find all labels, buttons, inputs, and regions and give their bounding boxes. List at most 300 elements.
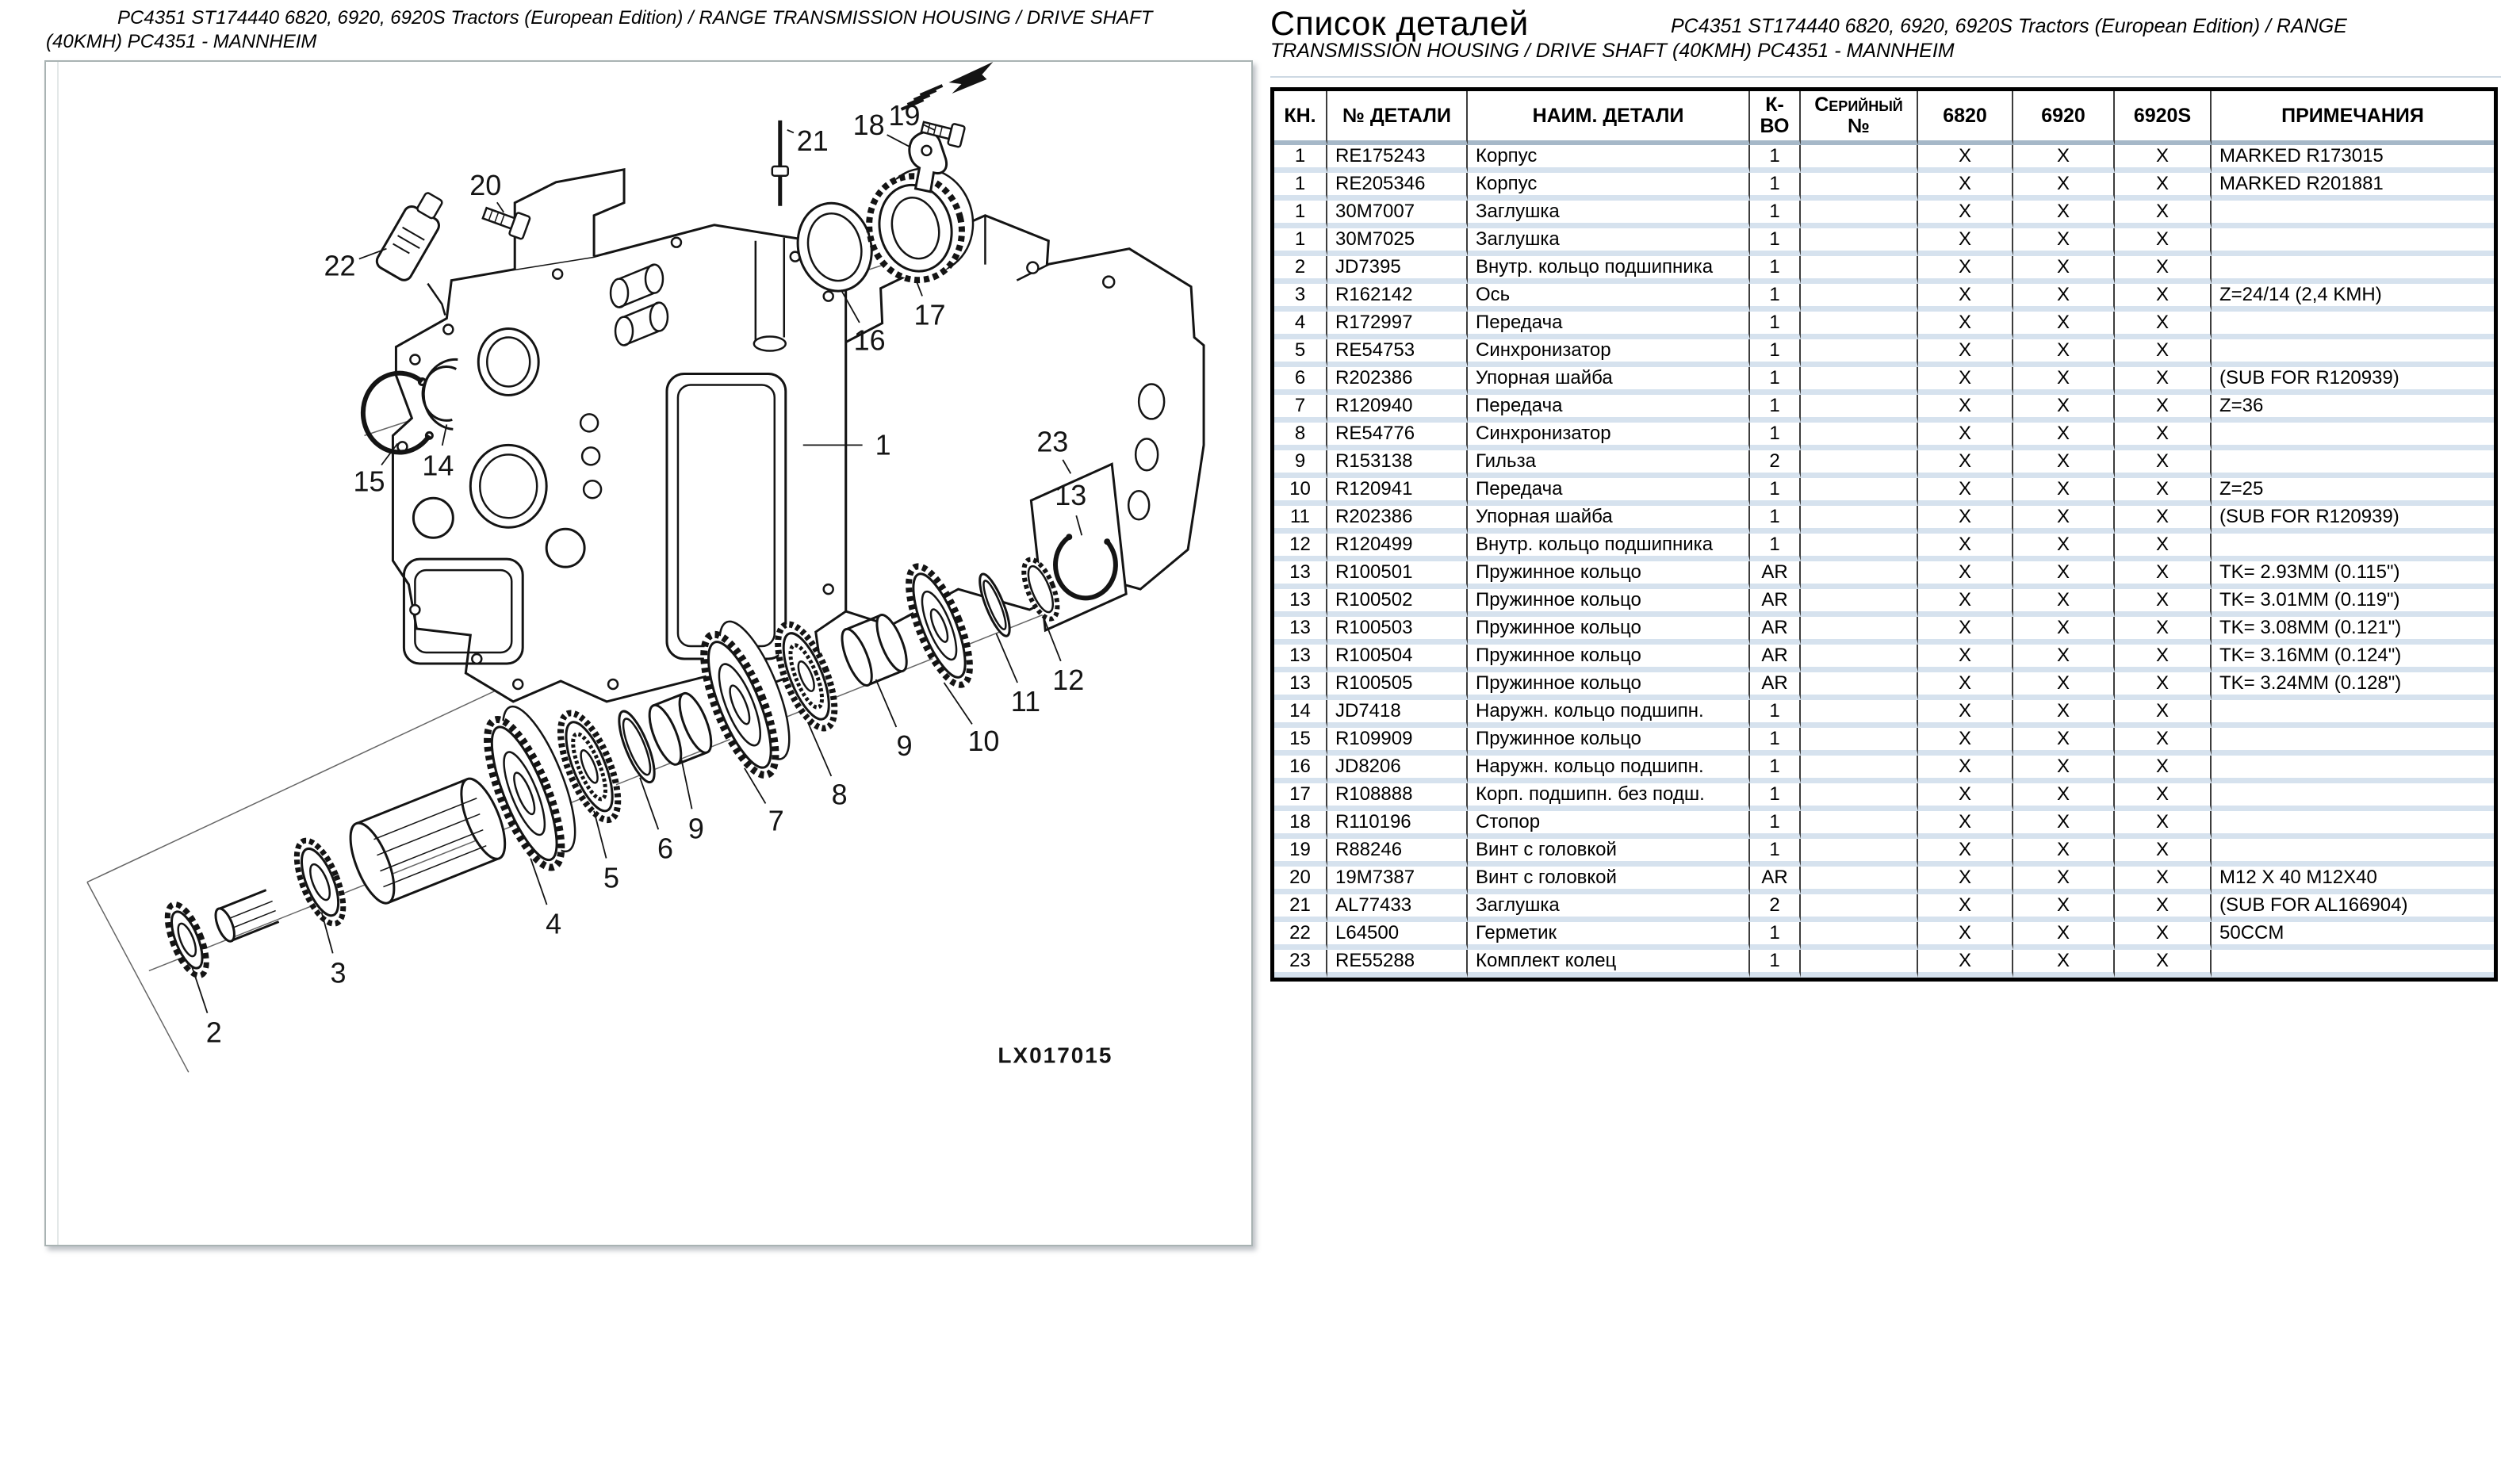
cell: X <box>2013 589 2115 617</box>
cell: X <box>2115 811 2212 839</box>
part-row[interactable] <box>1274 811 2494 839</box>
cell: 30M7007 <box>1327 201 1468 228</box>
figure-code: LX017015 <box>998 1043 1113 1068</box>
cell <box>1801 312 1918 339</box>
cell: R172997 <box>1327 312 1468 339</box>
cell: JD8206 <box>1327 756 1468 783</box>
cell: Комплект колец <box>1468 950 1750 978</box>
cell: X <box>2115 589 2212 617</box>
cell: 12 <box>1274 534 1327 561</box>
cell: R202386 <box>1327 367 1468 395</box>
header-row <box>1274 91 2494 145</box>
cell: 2 <box>1750 450 1801 478</box>
cell: X <box>2013 478 2115 506</box>
callout-17[interactable]: 17 <box>913 298 946 331</box>
cell: Герметик <box>1468 922 1750 950</box>
cell <box>2212 534 2494 561</box>
cell: X <box>2115 339 2212 367</box>
cell: X <box>2115 728 2212 756</box>
cell: 1 <box>1750 173 1801 201</box>
cell: 13 <box>1274 617 1327 645</box>
cell <box>1801 672 1918 700</box>
cell: 1 <box>1750 228 1801 256</box>
cell: X <box>2013 894 2115 922</box>
cell: 1 <box>1750 783 1801 811</box>
cell <box>1801 450 1918 478</box>
callout-leader <box>887 135 911 147</box>
shaft-stub <box>212 890 278 944</box>
cell: 1 <box>1750 145 1801 173</box>
cell <box>2212 228 2494 256</box>
sleeve-9b <box>836 611 912 689</box>
cell: AR <box>1750 561 1801 589</box>
cell: Z=36 <box>2212 395 2494 423</box>
cell: X <box>2115 284 2212 312</box>
callout-leader <box>944 683 972 724</box>
part-row[interactable] <box>1274 145 2494 173</box>
cell: Заглушка <box>1468 228 1750 256</box>
cell: 19 <box>1274 839 1327 867</box>
cell: X <box>2115 395 2212 423</box>
housing-plate <box>393 170 845 702</box>
cell: X <box>2115 534 2212 561</box>
part-row[interactable] <box>1274 256 2494 284</box>
part-row[interactable] <box>1274 728 2494 756</box>
cell: X <box>2115 672 2212 700</box>
callout-leader <box>497 202 504 212</box>
cell: X <box>1918 228 2013 256</box>
cell: TK= 3.16MM (0.124") <box>2212 645 2494 672</box>
cell: X <box>2013 867 2115 894</box>
cell: AR <box>1750 589 1801 617</box>
cell <box>2212 256 2494 284</box>
cell: AR <box>1750 645 1801 672</box>
callout-3[interactable]: 3 <box>330 956 347 989</box>
cell: RE55288 <box>1327 950 1468 978</box>
part-row[interactable] <box>1274 534 2494 561</box>
callout-12[interactable]: 12 <box>1052 663 1085 696</box>
cell: 18 <box>1274 811 1327 839</box>
cell: X <box>1918 922 2013 950</box>
cell: 9 <box>1274 450 1327 478</box>
cell: 14 <box>1274 700 1327 728</box>
part-row[interactable] <box>1274 312 2494 339</box>
cell: RE205346 <box>1327 173 1468 201</box>
cell: R108888 <box>1327 783 1468 811</box>
cell: 13 <box>1274 589 1327 617</box>
diagram-panel <box>44 60 1253 1246</box>
cell: 16 <box>1274 756 1327 783</box>
cell: X <box>2013 339 2115 367</box>
sleeve-9a <box>643 690 718 769</box>
cell: 1 <box>1750 728 1801 756</box>
callout-19[interactable]: 19 <box>888 98 921 132</box>
cell: X <box>1918 811 2013 839</box>
cell <box>2212 339 2494 367</box>
cell: X <box>1918 339 2013 367</box>
cell: X <box>1918 145 2013 173</box>
cell: Винт с головкой <box>1468 839 1750 867</box>
callout-leader <box>996 633 1017 683</box>
cell: Передача <box>1468 478 1750 506</box>
cell: R162142 <box>1327 284 1468 312</box>
cell: X <box>2013 173 2115 201</box>
column-header-0: КН. <box>1274 91 1327 145</box>
cell: 6 <box>1274 367 1327 395</box>
cell: X <box>1918 534 2013 561</box>
callout-9[interactable]: 9 <box>687 812 704 845</box>
cell: X <box>2115 478 2212 506</box>
cell: 1 <box>1274 145 1327 173</box>
cell: Z=24/14 (2,4 KMH) <box>2212 284 2494 312</box>
cell: 1 <box>1750 312 1801 339</box>
cell: X <box>1918 395 2013 423</box>
column-header-8: ПРИМЕЧАНИЯ <box>2212 91 2494 145</box>
part-row[interactable] <box>1274 672 2494 700</box>
callout-5[interactable]: 5 <box>603 861 620 894</box>
parts-list-subtitle-line2: TRANSMISSION HOUSING / DRIVE SHAFT (40KMH) PC4351 - MANNHEIM <box>1270 40 1955 62</box>
cell: X <box>2115 173 2212 201</box>
cell: X <box>2013 201 2115 228</box>
cell: 1 <box>1750 950 1801 978</box>
cell <box>2212 756 2494 783</box>
cell: Пружинное кольцо <box>1468 672 1750 700</box>
cell: X <box>1918 423 2013 450</box>
cell <box>2212 312 2494 339</box>
cell: Заглушка <box>1468 894 1750 922</box>
cell: X <box>2115 228 2212 256</box>
cell: R109909 <box>1327 728 1468 756</box>
cell: X <box>2013 145 2115 173</box>
cell: 5 <box>1274 339 1327 367</box>
cell: TK= 2.93MM (0.115") <box>2212 561 2494 589</box>
cell: RE54753 <box>1327 339 1468 367</box>
callout-21[interactable]: 21 <box>796 124 829 157</box>
callout-18[interactable]: 18 <box>852 108 885 141</box>
cell: X <box>2013 617 2115 645</box>
cell: R110196 <box>1327 811 1468 839</box>
cell: X <box>2115 756 2212 783</box>
cell: Пружинное кольцо <box>1468 617 1750 645</box>
part-row[interactable] <box>1274 506 2494 534</box>
column-header-3: К-ВО <box>1750 91 1801 145</box>
cell: X <box>2013 922 2115 950</box>
cell: Z=25 <box>2212 478 2494 506</box>
cell: X <box>2013 284 2115 312</box>
cell: 7 <box>1274 395 1327 423</box>
cell: 50CCM <box>2212 922 2494 950</box>
cell: 2 <box>1274 256 1327 284</box>
cell: 1 <box>1750 339 1801 367</box>
callout-6[interactable]: 6 <box>657 832 673 865</box>
cell <box>1801 839 1918 867</box>
cell <box>2212 839 2494 867</box>
cell <box>2212 950 2494 978</box>
callout-1[interactable]: 1 <box>875 428 891 461</box>
cell: Винт с головкой <box>1468 867 1750 894</box>
cell: AL77433 <box>1327 894 1468 922</box>
callout-11[interactable]: 11 <box>1010 684 1041 718</box>
cell: X <box>2013 645 2115 672</box>
part-row[interactable] <box>1274 450 2494 478</box>
cell: X <box>2115 617 2212 645</box>
part-row[interactable] <box>1274 617 2494 645</box>
parts-table <box>1270 87 2498 982</box>
cell: 1 <box>1750 423 1801 450</box>
cell: R100502 <box>1327 589 1468 617</box>
diagram-title <box>46 6 1212 54</box>
cell: X <box>1918 201 2013 228</box>
cell: X <box>1918 839 2013 867</box>
cell: X <box>2115 561 2212 589</box>
cell: TK= 3.08MM (0.121") <box>2212 617 2494 645</box>
cell: RE54776 <box>1327 423 1468 450</box>
parts-list-subtitle <box>1270 14 2501 63</box>
part-row[interactable] <box>1274 478 2494 506</box>
callout-16[interactable]: 16 <box>853 323 886 357</box>
cell <box>2212 811 2494 839</box>
diagram-title-line2: (40KMH) PC4351 - MANNHEIM <box>46 31 317 52</box>
cell: X <box>2115 256 2212 284</box>
parts-list-title: Список деталей <box>1270 5 1529 43</box>
cell: X <box>2115 839 2212 867</box>
cell: Корпус <box>1468 145 1750 173</box>
cell: 13 <box>1274 672 1327 700</box>
cell: X <box>1918 645 2013 672</box>
callout-22[interactable]: 22 <box>324 249 356 282</box>
cell: X <box>1918 367 2013 395</box>
exploded-view-drawing <box>46 62 1251 1245</box>
cell: 1 <box>1750 256 1801 284</box>
cell: Гильза <box>1468 450 1750 478</box>
header-rule <box>1270 76 2501 78</box>
cell <box>1801 339 1918 367</box>
cell: Заглушка <box>1468 201 1750 228</box>
cell <box>1801 284 1918 312</box>
callout-10[interactable]: 10 <box>967 724 1000 757</box>
cell: X <box>2115 894 2212 922</box>
cell: X <box>1918 450 2013 478</box>
part-row[interactable] <box>1274 173 2494 201</box>
sealant-bottle-22 <box>374 187 451 283</box>
cell <box>2212 728 2494 756</box>
cell: X <box>2115 922 2212 950</box>
cell: 19M7387 <box>1327 867 1468 894</box>
callout-15[interactable]: 15 <box>353 465 385 498</box>
cell: X <box>1918 672 2013 700</box>
cell: X <box>2115 645 2212 672</box>
callout-23[interactable]: 23 <box>1036 425 1069 458</box>
cell: Наружн. кольцо подшипн. <box>1468 700 1750 728</box>
cell: 1 <box>1750 284 1801 312</box>
column-header-5: 6820 <box>1918 91 2013 145</box>
part-row[interactable] <box>1274 756 2494 783</box>
part-row[interactable] <box>1274 867 2494 894</box>
cell: 1 <box>1750 367 1801 395</box>
cell: Упорная шайба <box>1468 367 1750 395</box>
callout-7[interactable]: 7 <box>768 804 784 837</box>
part-row[interactable] <box>1274 201 2494 228</box>
cell: X <box>2013 811 2115 839</box>
cell: X <box>1918 700 2013 728</box>
cell: R120941 <box>1327 478 1468 506</box>
cell: Синхронизатор <box>1468 423 1750 450</box>
cell: X <box>1918 756 2013 783</box>
column-header-6: 6920 <box>2013 91 2115 145</box>
cell <box>1801 478 1918 506</box>
cell: X <box>1918 561 2013 589</box>
column-header-1: № ДЕТАЛИ <box>1327 91 1468 145</box>
part-row[interactable] <box>1274 894 2494 922</box>
cell <box>1801 228 1918 256</box>
cell <box>1801 589 1918 617</box>
cell: TK= 3.01MM (0.119") <box>2212 589 2494 617</box>
cell: 10 <box>1274 478 1327 506</box>
cell: X <box>2115 867 2212 894</box>
part-row[interactable] <box>1274 839 2494 867</box>
diagram-title-line1: PC4351 ST174440 6820, 6920, 6920S Tractors (European Edition) / RANGE TRANSMISSION HOUSING / DRIVE SHAFT <box>117 7 1153 29</box>
cell: 17 <box>1274 783 1327 811</box>
cell: R153138 <box>1327 450 1468 478</box>
cell: X <box>2013 450 2115 478</box>
part-row[interactable] <box>1274 561 2494 589</box>
cell: 13 <box>1274 645 1327 672</box>
part-row[interactable] <box>1274 950 2494 978</box>
cell <box>1801 811 1918 839</box>
cell <box>2212 201 2494 228</box>
part-row[interactable] <box>1274 645 2494 672</box>
splined-shaft-body <box>342 773 514 909</box>
cell: Внутр. кольцо подшипника <box>1468 534 1750 561</box>
cell: MARKED R201881 <box>2212 173 2494 201</box>
cell: 1 <box>1750 839 1801 867</box>
cell: 1 <box>1750 811 1801 839</box>
cell: R100504 <box>1327 645 1468 672</box>
cell: X <box>2013 367 2115 395</box>
cell: 1 <box>1750 700 1801 728</box>
callout-13[interactable]: 13 <box>1055 479 1087 512</box>
cell: Ось <box>1468 284 1750 312</box>
cell: Синхронизатор <box>1468 339 1750 367</box>
cell: 1 <box>1750 922 1801 950</box>
cell: 8 <box>1274 423 1327 450</box>
cell: Пружинное кольцо <box>1468 589 1750 617</box>
cell: Стопор <box>1468 811 1750 839</box>
cell <box>2212 450 2494 478</box>
cell: (SUB FOR R120939) <box>2212 506 2494 534</box>
cell: 3 <box>1274 284 1327 312</box>
parts-rows <box>1274 145 2494 978</box>
part-row[interactable] <box>1274 700 2494 728</box>
part-row[interactable] <box>1274 395 2494 423</box>
cell: M12 X 40 M12X40 <box>2212 867 2494 894</box>
part-row[interactable] <box>1274 339 2494 367</box>
cell <box>2212 423 2494 450</box>
cell <box>1801 950 1918 978</box>
part-row[interactable] <box>1274 228 2494 256</box>
cell: X <box>1918 728 2013 756</box>
cell <box>1801 173 1918 201</box>
cell: X <box>2013 395 2115 423</box>
part-row[interactable] <box>1274 922 2494 950</box>
cell: R120940 <box>1327 395 1468 423</box>
cell: X <box>2013 783 2115 811</box>
column-header-7: 6920S <box>2115 91 2212 145</box>
cell: X <box>2013 561 2115 589</box>
cell <box>2212 783 2494 811</box>
cell: X <box>2013 256 2115 284</box>
part-row[interactable] <box>1274 589 2494 617</box>
column-header-4: Серийный № <box>1801 91 1918 145</box>
cell: X <box>1918 173 2013 201</box>
cell: X <box>2115 312 2212 339</box>
callout-14[interactable]: 14 <box>422 449 454 482</box>
cell: Упорная шайба <box>1468 506 1750 534</box>
cell: X <box>2115 201 2212 228</box>
callout-2[interactable]: 2 <box>205 1016 222 1049</box>
cell: 2 <box>1750 894 1801 922</box>
callout-leader <box>808 722 832 776</box>
cell: X <box>2013 506 2115 534</box>
cell: 21 <box>1274 894 1327 922</box>
cell: X <box>2115 950 2212 978</box>
cell: X <box>2115 783 2212 811</box>
callout-4[interactable]: 4 <box>546 907 562 940</box>
cell: Корпус <box>1468 173 1750 201</box>
part-row[interactable] <box>1274 284 2494 312</box>
part-row[interactable] <box>1274 367 2494 395</box>
cell <box>1801 783 1918 811</box>
cell: X <box>2013 700 2115 728</box>
bearing-ring-2 <box>159 899 214 980</box>
cell: R100501 <box>1327 561 1468 589</box>
callout-leader <box>681 758 692 809</box>
cell: Внутр. кольцо подшипника <box>1468 256 1750 284</box>
cell: X <box>2013 950 2115 978</box>
cell: X <box>2013 728 2115 756</box>
part-row[interactable] <box>1274 783 2494 811</box>
cell: AR <box>1750 617 1801 645</box>
cell <box>1801 145 1918 173</box>
cell <box>1801 922 1918 950</box>
cell: L64500 <box>1327 922 1468 950</box>
cell: X <box>2013 423 2115 450</box>
callout-9[interactable]: 9 <box>896 729 913 762</box>
cell: X <box>1918 284 2013 312</box>
callout-20[interactable]: 20 <box>469 168 502 201</box>
cell <box>1801 423 1918 450</box>
callout-8[interactable]: 8 <box>831 778 848 811</box>
cell: 1 <box>1750 506 1801 534</box>
cell: JD7418 <box>1327 700 1468 728</box>
cell: X <box>2115 367 2212 395</box>
cell: X <box>2013 534 2115 561</box>
cell: X <box>1918 506 2013 534</box>
cell: Корп. подшипн. без подш. <box>1468 783 1750 811</box>
part-row[interactable] <box>1274 423 2494 450</box>
cell: X <box>1918 256 2013 284</box>
cell: 30M7025 <box>1327 228 1468 256</box>
cell <box>1801 395 1918 423</box>
cell: X <box>2013 756 2115 783</box>
cell: R100503 <box>1327 617 1468 645</box>
cell: R100505 <box>1327 672 1468 700</box>
cell <box>1801 256 1918 284</box>
cell: (SUB FOR R120939) <box>2212 367 2494 395</box>
shaft-collar-3 <box>287 835 353 930</box>
cell: 1 <box>1750 756 1801 783</box>
cell: 11 <box>1274 506 1327 534</box>
